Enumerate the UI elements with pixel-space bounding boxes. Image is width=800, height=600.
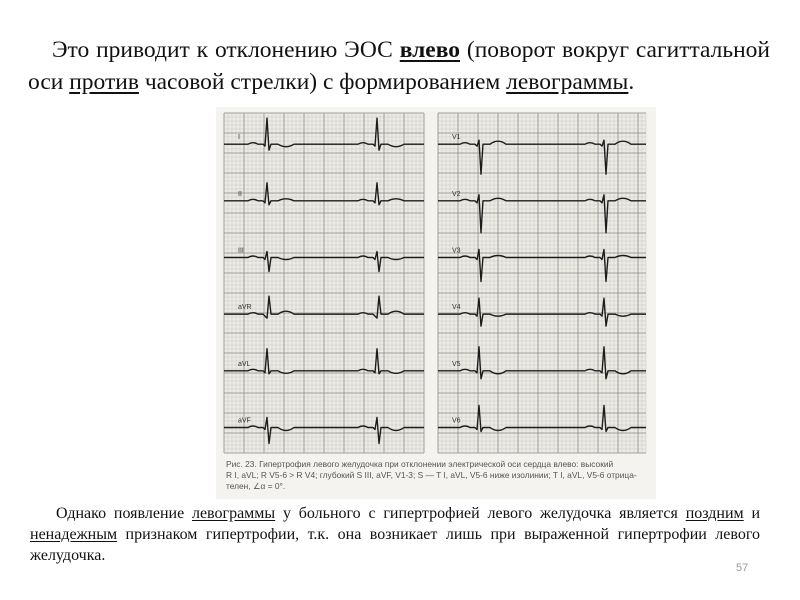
ecg-lead-label-v2: V2: [452, 190, 461, 198]
footnote-text-2: у больного с гипертрофией левого желудочка является: [275, 505, 686, 522]
caption-line-3: телен, ∠α = 0°.: [226, 481, 286, 491]
slide-heading: [28, 34, 770, 98]
ecg-image: [216, 107, 656, 499]
figure-caption: [226, 459, 650, 492]
footnote-keyword-late: поздним: [685, 505, 744, 522]
page-number: 57: [736, 562, 749, 574]
slide-footnote: [30, 503, 760, 566]
ecg-lead-label-v4: V4: [452, 304, 461, 312]
ecg-lead-label-v3: V3: [452, 247, 461, 255]
heading-text-1: Это приводит к отклонению ЭОС: [52, 37, 400, 63]
heading-keyword-against: против: [69, 69, 139, 95]
heading-keyword-levogram: левограммы: [506, 69, 629, 95]
footnote-text-3: и: [743, 505, 761, 522]
ecg-lead-label-iii: III: [238, 247, 244, 255]
ecg-lead-label-avr: aVR: [238, 304, 252, 312]
caption-line-1: Рис. 23. Гипертрофия левого желудочка при отклонении электрической оси сердца влево: высокий: [226, 459, 614, 469]
ecg-lead-label-v6: V6: [452, 417, 461, 425]
ecg-lead-label-avl: aVL: [238, 360, 251, 368]
ecg-lead-label-avf: aVF: [238, 417, 251, 425]
ecg-lead-label-i: I: [238, 134, 240, 142]
footnote-keyword-unreliable: ненадежным: [30, 526, 118, 543]
ecg-figure: [216, 107, 656, 499]
heading-text-3: часовой стрелки) с формированием: [138, 69, 507, 95]
footnote-text-4: признаком гипертрофии, т.к. она возникает лишь при выраженной гипертрофии левого желудочка.: [30, 526, 760, 564]
heading-text-2: (поворот вокруг сагиттальной оси: [28, 37, 771, 95]
caption-line-2: R I, aVL; R V5-6 > R V4; глубокий S III, aVF, V1-3; S — T I, aVL, V5-6 ниже изолинии; T I, aVL, V5-6 отрица-: [226, 470, 637, 480]
footnote-keyword-levogram: левограммы: [191, 505, 276, 522]
ecg-lead-label-ii: II: [238, 190, 242, 198]
footnote-text-1: Однако появление: [56, 505, 192, 522]
heading-keyword-left: влево: [399, 37, 461, 63]
ecg-lead-label-v1: V1: [452, 134, 461, 142]
heading-text-4: .: [628, 69, 635, 95]
ecg-lead-label-v5: V5: [452, 360, 461, 368]
